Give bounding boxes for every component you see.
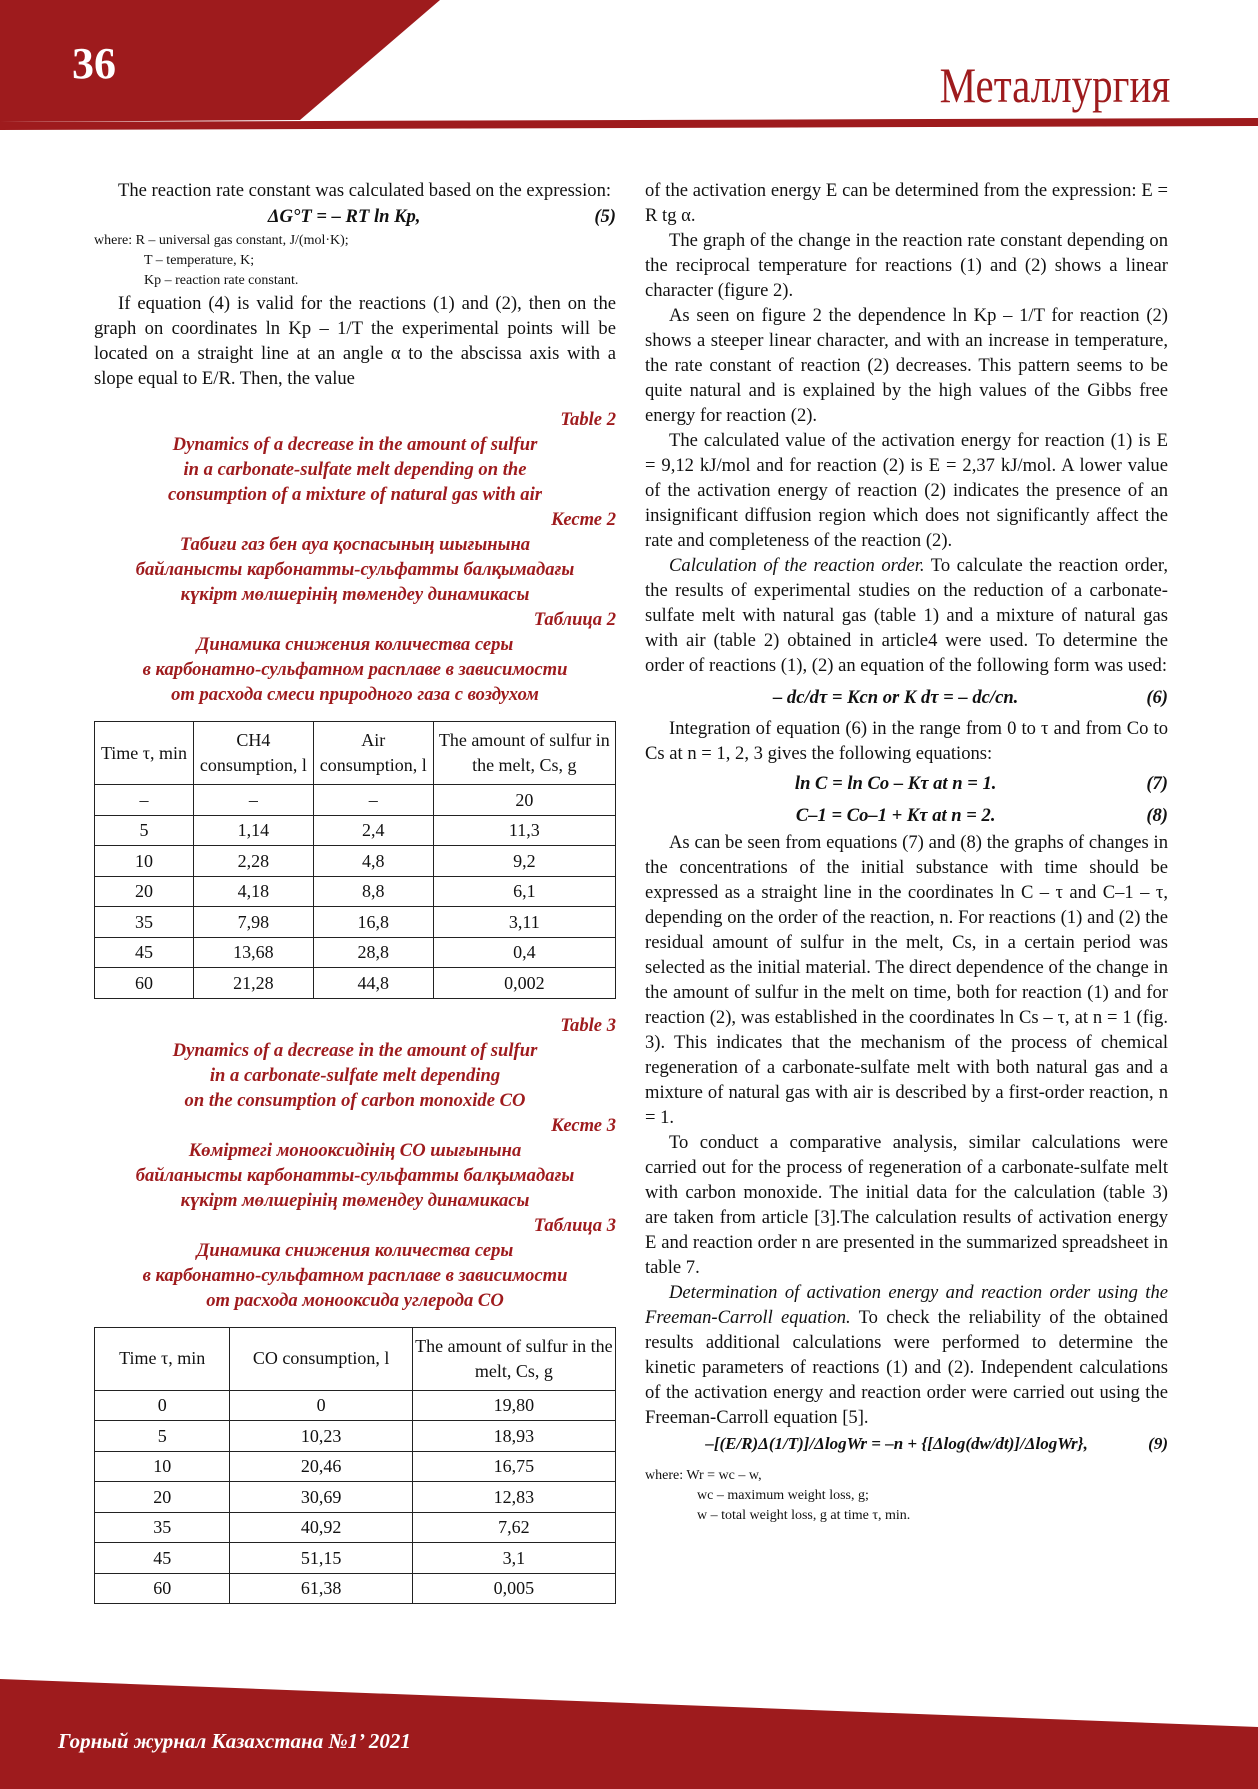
table-row	[95, 907, 616, 938]
table-cell: 20	[95, 1482, 230, 1513]
paragraph: If equation (4) is valid for the reactions (1) and (2), then on the graph on coordinates ln Kp – 1/T the experimental points will be located on a straight line at an angle α to the abscissa axis with a slope equal to E/R. Then, the value	[94, 293, 616, 389]
table-cell: 44,8	[313, 968, 433, 999]
table-cell: 40,92	[230, 1512, 412, 1543]
table-cell: 18,93	[412, 1421, 615, 1452]
paragraph: Integration of equation (6) in the range from 0 to τ and from Co to Cs at n = 1, 2, 3 gives the following equations:	[645, 718, 1168, 764]
table-cell: 60	[95, 1573, 230, 1604]
equation-7: ln C = ln Co – Kτ at n = 1. (7)	[794, 773, 1168, 794]
table-cell: 0	[230, 1390, 412, 1421]
paragraph: As can be seen from equations (7) and (8) the graphs of changes in the concentrations of the initial substance with time should be expressed as a straight line in the coordinates ln C – τ and C–1 – τ, depending on the order of the reaction, n. For reactions (1) and (2) the residual amount of sulfur in the melt, Cs, in a certain period was selected as the initial material. The direct dependence of the change in the amount of sulfur in the melt on time, both for reaction (1) and for reaction (2), was established in the coordinates ln Cs – τ, at n = 1 (fig. 3). This indicates that the mechanism of the process of chemical regeneration of a carbonate-sulfate melt with both natural gas and a mixture of natural gas with air is described by a first-order reaction, n = 1.	[645, 832, 1168, 1128]
table-cell: 20,46	[230, 1451, 412, 1482]
table-cell: 3,11	[433, 907, 615, 938]
table-cell: 10,23	[230, 1421, 412, 1452]
table-row	[95, 1543, 616, 1574]
table-row	[95, 785, 616, 816]
footer-journal-name: Горный журнал Казахстана №1’ 2021	[58, 1729, 411, 1753]
left-column	[94, 178, 616, 1604]
table-row	[95, 1482, 616, 1513]
table-cell: –	[313, 785, 433, 816]
table-cell: 1,14	[193, 815, 313, 846]
table-3	[94, 1327, 616, 1605]
table-cell: 7,98	[193, 907, 313, 938]
table-cell: 28,8	[313, 937, 433, 968]
table-cell: 3,1	[412, 1543, 615, 1574]
table-cell: 6,1	[433, 876, 615, 907]
table-cell: 9,2	[433, 846, 615, 877]
table-row	[95, 937, 616, 968]
page-number: 36	[72, 39, 116, 88]
table-cell: 0,002	[433, 968, 615, 999]
equation-8: C–1 = Co–1 + Kτ at n = 2. (8)	[795, 805, 1168, 826]
table-cell: 51,15	[230, 1543, 412, 1574]
right-column	[645, 178, 1168, 1526]
table-row	[95, 1573, 616, 1604]
table-cell: 7,62	[412, 1512, 615, 1543]
table-cell: 35	[95, 907, 194, 938]
journal-title: Металлургия	[939, 57, 1170, 113]
equation-legend: where: R – universal gas constant, J/(mol·K); T – temperature, K; Kp – reaction rate constant.	[94, 233, 349, 288]
table-row	[95, 1451, 616, 1482]
table-2	[94, 721, 616, 999]
table-cell: 2,4	[313, 815, 433, 846]
table-cell: 2,28	[193, 846, 313, 877]
table-cell: 20	[95, 876, 194, 907]
equation-6: – dc/dτ = Kcn or K dτ = – dc/cn. (6)	[772, 687, 1168, 708]
table-header-row: Time τ, min CO consumption, l The amount of sulfur in the melt, Cs, g	[95, 1327, 616, 1390]
table-cell: 5	[95, 815, 194, 846]
table-row	[95, 815, 616, 846]
table-cell: 30,69	[230, 1482, 412, 1513]
table-cell: 11,3	[433, 815, 615, 846]
paragraph: The calculated value of the activation energy for reaction (1) is E = 9,12 kJ/mol and for reaction (2) is E = 2,37 kJ/mol. A lower value of the activation energy of reaction (2) indicates the presence of an insignificant diffusion region which does not significantly affect the rate and completeness of the reaction (2).	[645, 430, 1168, 551]
table-row	[95, 846, 616, 877]
table-cell: –	[193, 785, 313, 816]
table-cell: 5	[95, 1421, 230, 1452]
table-cell: 8,8	[313, 876, 433, 907]
table-row	[95, 1512, 616, 1543]
table-cell: 4,8	[313, 846, 433, 877]
table-cell: 45	[95, 1543, 230, 1574]
table-row	[95, 1390, 616, 1421]
equation-9: –[(E/R)Δ(1/T)]/ΔlogWr = –n + {[Δlog(dw/dt)]/ΔlogWr}, (9)	[705, 1434, 1168, 1453]
table-row	[95, 1421, 616, 1452]
paragraph: The reaction rate constant was calculated based on the expression:	[118, 180, 612, 201]
table-cell: 35	[95, 1512, 230, 1543]
paragraph: Determination of activation energy and reaction order using the Freeman-Carroll equation. To check the reliability of the obtained results additional calculations were performed to determine the kinetic parameters of reactions (1) and (2). Independent calculations of the activation energy and reaction order were carried out using the Freeman-Carroll equation [5].	[645, 1282, 1168, 1428]
paragraph: As seen on figure 2 the dependence ln Kp – 1/T for reaction (2) shows a steeper linear character, and with an increase in temperature, the rate constant of reaction (2) decreases. This pattern seems to be quite natural and is explained by the high values of the Gibbs free energy for reaction (2).	[645, 305, 1168, 426]
table-cell: 19,80	[412, 1390, 615, 1421]
equation-legend: where: Wr = wc – w, wc – maximum weight loss, g; w – total weight loss, g at time τ, min.	[645, 1468, 911, 1523]
table-cell: 16,8	[313, 907, 433, 938]
table-cell: 10	[95, 1451, 230, 1482]
table-cell: –	[95, 785, 194, 816]
table-cell: 0,005	[412, 1573, 615, 1604]
table-cell: 12,83	[412, 1482, 615, 1513]
table-cell: 0	[95, 1390, 230, 1421]
table-cell: 16,75	[412, 1451, 615, 1482]
paragraph: To conduct a comparative analysis, similar calculations were carried out for the process of regeneration of a carbonate-sulfate melt with carbon monoxide. The initial data for the calculation (table 3) are taken from article [3].The calculation results of activation energy E and reaction order n are presented in the summarized spreadsheet in table 7.	[645, 1132, 1168, 1278]
table-row	[95, 968, 616, 999]
table-cell: 13,68	[193, 937, 313, 968]
equation-5: ΔG°T = – RT ln Kp, (5)	[267, 206, 616, 227]
table-cell: 10	[95, 846, 194, 877]
table-cell: 20	[433, 785, 615, 816]
paragraph: of the activation energy E can be determined from the expression: E = R tg α.	[645, 180, 1168, 226]
table-header-row: Time τ, min CH4 consumption, l Air consumption, l The amount of sulfur in the melt, Cs, g	[95, 722, 616, 785]
table-cell: 21,28	[193, 968, 313, 999]
table-3-caption: Table 3 Dynamics of a decrease in the amount of sulfur in a carbonate-sulfate melt depending on the consumption of carbon monoxide CO Кесте 3 Көміртегі монооксидінің СО шығынына байланысты карбонатты-сульфатты балқымадағы күкірт мөлшерінің төмендеу динамикасы Таблица 3 Динамика снижения количества серы в карбонатно-сульфатном расплаве в зависимости от расхода монооксида углерода СО	[135, 1014, 616, 1311]
table-cell: 60	[95, 968, 194, 999]
table-cell: 0,4	[433, 937, 615, 968]
table-row	[95, 876, 616, 907]
table-cell: 4,18	[193, 876, 313, 907]
table-2-caption: Table 2 Dynamics of a decrease in the amount of sulfur in a carbonate-sulfate melt depending on the consumption of a mixture of natural gas with air Кесте 2 Табиғи газ бен ауа қоспасының шығынына байланысты карбонатты-сульфатты балқымадағы күкірт мөлшерінің төмендеу динамикасы Таблица 2 Динамика снижения количества серы в карбонатно-сульфатном расплаве в зависимости от расхода смеси природного газа с воздухом	[135, 409, 616, 705]
paragraph: The graph of the change in the reaction rate constant depending on the reciprocal temperature for reactions (1) and (2) shows a linear character (figure 2).	[645, 230, 1168, 301]
table-cell: 45	[95, 937, 194, 968]
table-cell: 61,38	[230, 1573, 412, 1604]
paragraph: Calculation of the reaction order. To calculate the reaction order, the results of experimental studies on the reduction of a carbonate-sulfate melt with natural gas (table 1) and a mixture of natural gas with air (table 2) obtained in article4 were used. To determine the order of reactions (1), (2) an equation of the following form was used:	[645, 555, 1168, 676]
